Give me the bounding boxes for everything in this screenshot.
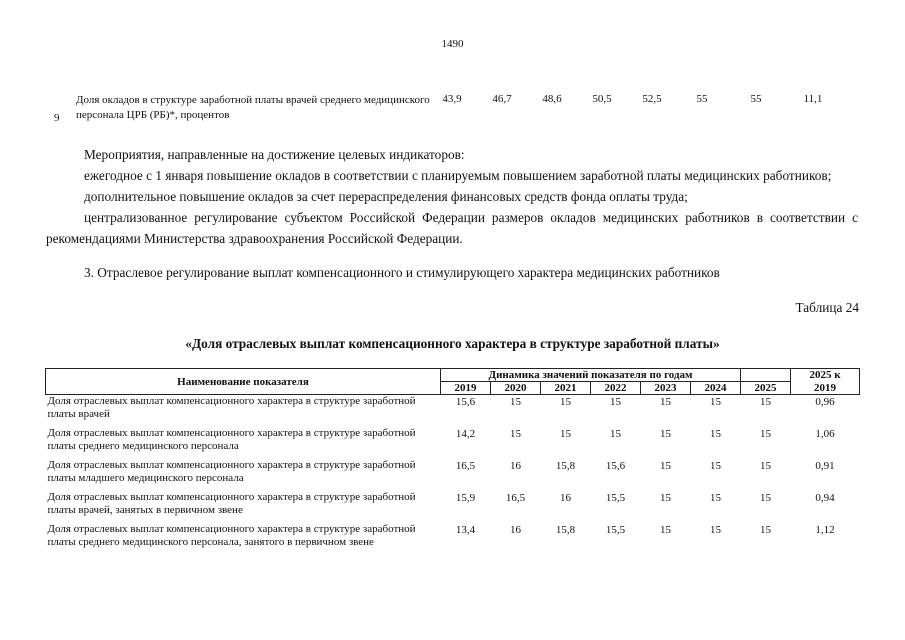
paragraph: Мероприятия, направленные на достижение целевых индикаторов: [84, 147, 465, 162]
paragraph: ежегодное с 1 января повышение окладов в соответствии с планируемым повышением заработной платы медицинских работников; [84, 168, 832, 183]
cell-value: 15,8 [555, 459, 576, 472]
cell-value: 16 [510, 459, 521, 472]
cell-value: 16 [510, 523, 521, 536]
row-value: 46,7 [492, 93, 512, 105]
cell-value: 0,96 [815, 396, 835, 408]
cell-value: 15,8 [555, 523, 576, 536]
cell-value: 0,94 [815, 491, 835, 504]
previous-table-row [48, 93, 858, 125]
cell-value: 15 [560, 396, 571, 408]
cell-value: 15 [560, 427, 571, 440]
cell-value: 15 [760, 459, 772, 472]
row-value: 55 [750, 93, 762, 105]
indicator-name: Доля отраслевых выплат компенсационного характера в структуре заработной платы младшего медицинского персонала [47, 458, 416, 484]
table-row [46, 395, 860, 427]
row-value: 43,9 [442, 93, 462, 105]
cell-value: 15 [510, 396, 521, 408]
table-title: «Доля отраслевых выплат компенсационного характера в структуре заработной платы» [185, 336, 720, 351]
cell-value: 15 [760, 523, 772, 536]
indicator-name: Доля отраслевых выплат компенсационного характера в структуре заработной платы врачей [47, 395, 416, 420]
cell-value: 15 [760, 396, 772, 408]
cell-value: 14,2 [455, 427, 476, 440]
indicator-name: Доля отраслевых выплат компенсационного характера в структуре заработной платы среднего медицинского персонала, занятого в первичном звене [47, 522, 416, 548]
cell-value: 15,6 [455, 396, 476, 408]
cell-value: 15 [610, 396, 621, 408]
cell-value: 15 [610, 427, 621, 440]
cell-value: 16,5 [505, 491, 526, 504]
header-year: 2021 [541, 382, 591, 395]
cell-value: 15 [510, 427, 521, 440]
header-year: 2020 [491, 382, 541, 395]
row-value: 11,1 [803, 93, 823, 105]
cell-value: 15 [710, 523, 722, 536]
header-year: 2019 [441, 382, 491, 395]
header-year: 2025 [741, 382, 791, 395]
body-paragraphs [46, 144, 858, 249]
cell-value: 15,9 [455, 491, 476, 504]
header-year: 2023 [641, 382, 691, 395]
cell-value: 0,91 [815, 459, 835, 472]
cell-value: 15 [660, 523, 671, 536]
row-value: 52,5 [642, 93, 662, 105]
cell-value: 15,6 [605, 459, 626, 472]
cell-value: 15 [710, 459, 722, 472]
cell-value: 15 [760, 491, 772, 504]
paragraph: централизованное регулирование субъектом Российской Федерации размеров окладов медицинских работников в соответствии с рекомендациями Министерства здравоохранения Российской Федерации. [46, 210, 858, 246]
cell-value: 15 [760, 427, 772, 440]
header-ratio-year: 2019 [791, 382, 860, 395]
indicator-name: Доля отраслевых выплат компенсационного характера в структуре заработной платы среднего медицинского персонала [47, 426, 416, 452]
cell-value: 15 [710, 427, 722, 440]
cell-value: 15 [660, 491, 671, 504]
cell-value: 15,5 [605, 491, 626, 504]
header-indicator-name: Наименование показателя [46, 369, 441, 395]
table-row [46, 491, 860, 523]
cell-value: 15 [710, 396, 722, 408]
cell-value: 15 [710, 491, 722, 504]
cell-value: 13,4 [455, 523, 476, 536]
row-value: 55 [696, 93, 708, 105]
cell-value: 1,12 [815, 523, 835, 536]
indicator-table [45, 368, 860, 567]
paragraph: дополнительное повышение окладов за счет перераспределения финансовых средств фонда оплаты труда; [84, 189, 688, 204]
row-value: 48,6 [542, 93, 562, 105]
cell-value: 15 [660, 396, 671, 408]
section-heading: 3. Отраслевое регулирование выплат компенсационного и стимулирующего характера медицинских работников [84, 265, 720, 280]
row-number: 9 [54, 112, 60, 124]
cell-value: 15 [660, 427, 671, 440]
table-row [46, 427, 860, 459]
header-dynamics: Динамика значений показателя по годам [441, 369, 741, 382]
table-row [46, 459, 860, 491]
indicator-name: Доля отраслевых выплат компенсационного характера в структуре заработной платы врачей, занятых в первичном звене [47, 490, 416, 516]
cell-value: 1,06 [815, 427, 835, 440]
cell-value: 16,5 [455, 459, 476, 472]
header-year: 2024 [691, 382, 741, 395]
cell-value: 15 [660, 459, 671, 472]
row-name: Доля окладов в структуре заработной платы врачей среднего медицинского персонала ЦРБ (РБ)*, процентов [76, 94, 430, 121]
cell-value: 15,5 [605, 523, 626, 536]
table-label: Таблица 24 [795, 300, 859, 315]
row-value: 50,5 [592, 93, 612, 105]
table-row [46, 523, 860, 567]
header-year: 2022 [591, 382, 641, 395]
header-empty [741, 369, 791, 382]
cell-value: 16 [560, 491, 571, 504]
header-ratio: 2025 к [791, 369, 860, 382]
page-number: 1490 [441, 38, 464, 50]
